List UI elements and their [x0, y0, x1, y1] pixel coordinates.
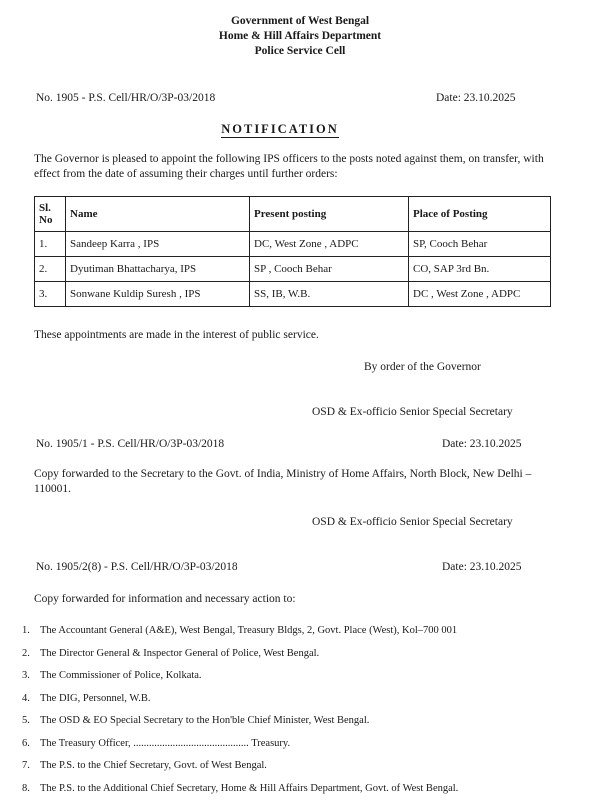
- cell-sl: 2.: [35, 257, 66, 282]
- memo3-date: Date: 23.10.2025: [442, 561, 522, 573]
- list-item: 1. The Accountant General (A&E), West Bengal, Treasury Bldgs, 2, Govt. Place (West), Kol–700 001: [22, 625, 458, 636]
- col-name: Name: [66, 197, 250, 232]
- cell-present: DC, West Zone , ADPC: [250, 232, 409, 257]
- col-sl-no: Sl. No: [35, 197, 66, 232]
- col-place-of-posting: Place of Posting: [409, 197, 551, 232]
- memo1-number: No. 1905 - P.S. Cell/HR/O/3P-03/2018: [36, 92, 216, 104]
- table-row: [35, 232, 551, 257]
- cell-name: Sonwane Kuldip Suresh , IPS: [66, 282, 250, 307]
- list-item: 3. The Commissioner of Police, Kolkata.: [22, 670, 202, 681]
- list-item: 7. The P.S. to the Chief Secretary, Govt. of West Bengal.: [22, 760, 267, 771]
- cell-place: SP, Cooch Behar: [409, 232, 551, 257]
- cell-name: Sandeep Karra , IPS: [66, 232, 250, 257]
- list-item: 4. The DIG, Personnel, W.B.: [22, 692, 151, 704]
- by-order-line: By order of the Governor: [364, 361, 481, 373]
- memo2-number: No. 1905/1 - P.S. Cell/HR/O/3P-03/2018: [36, 438, 225, 450]
- interest-statement: These appointments are made in the interest of public service.: [34, 329, 319, 341]
- memo3-number: No. 1905/2(8) - P.S. Cell/HR/O/3P-03/2018: [36, 561, 238, 573]
- memo2-date: Date: 23.10.2025: [442, 438, 522, 450]
- col-present-posting: Present posting: [250, 197, 409, 232]
- memo1-date: Date: 23.10.2025: [436, 92, 516, 104]
- letterhead-government: Government of West Bengal: [230, 15, 370, 27]
- cell-place: CO, SAP 3rd Bn.: [409, 257, 551, 282]
- cell-place: DC , West Zone , ADPC: [409, 282, 551, 307]
- letterhead-department: Home & Hill Affairs Department: [218, 30, 382, 42]
- signatory-designation-1: OSD & Ex-officio Senior Special Secretary: [312, 406, 513, 418]
- cell-sl: 1.: [35, 232, 66, 257]
- copy-forward-info: Copy forwarded for information and necessary action to:: [34, 593, 296, 605]
- list-item: 8. The P.S. to the Additional Chief Secretary, Home & Hill Affairs Department, Govt. of West Bengal.: [22, 782, 459, 794]
- notification-intro: The Governor is pleased to appoint the following IPS officers to the posts noted against them, on transfer, with effect from the date of assuming their charges until further orders:: [34, 153, 544, 180]
- cell-name: Dyutiman Bhattacharya, IPS: [66, 257, 250, 282]
- list-item: 2. The Director General & Inspector General of Police, West Bengal.: [22, 647, 320, 659]
- list-item: 6. The Treasury Officer, ............................................ Treasury.: [22, 737, 291, 749]
- table-row: [35, 257, 551, 282]
- letterhead: [0, 14, 600, 59]
- officers-table: [34, 196, 551, 307]
- table-header-row: [35, 197, 551, 232]
- copy-forward-mha: Copy forwarded to the Secretary to the Govt. of India, Ministry of Home Affairs, North Block, New Delhi – 110001.: [34, 468, 532, 495]
- notification-title: NOTIFICATION: [221, 122, 339, 136]
- signatory-designation-2: OSD & Ex-officio Senior Special Secretary: [312, 516, 513, 528]
- list-item: 5. The OSD & EO Special Secretary to the Hon'ble Chief Minister, West Bengal.: [22, 715, 370, 726]
- cell-sl: 3.: [35, 282, 66, 307]
- cell-present: SP , Cooch Behar: [250, 257, 409, 282]
- recipient-list: [22, 620, 582, 800]
- cell-present: SS, IB, W.B.: [250, 282, 409, 307]
- letterhead-cell: Police Service Cell: [254, 45, 346, 57]
- table-row: [35, 282, 551, 307]
